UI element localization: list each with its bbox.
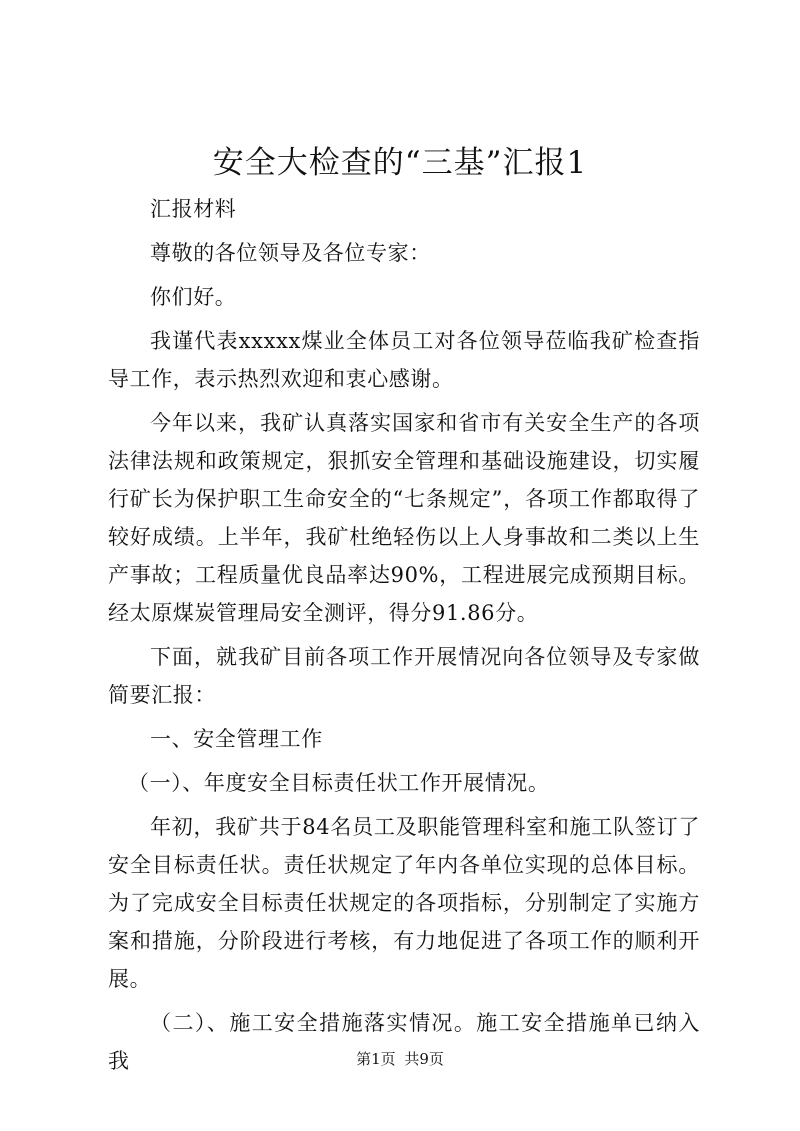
paragraph-heading-material: 汇报材料 xyxy=(150,197,237,221)
page-number: 第1页 xyxy=(356,1050,396,1068)
section-heading-safety-management: 一、安全管理工作 xyxy=(150,727,323,751)
page-total: 共9页 xyxy=(404,1050,444,1068)
paragraph-annual-target: 年初，我矿共于84名员工及职能管理科室和施工队签订了安全目标责任状。责任状规定了年内各单位实现的总体目标。为了完成安全目标责任状规定的各项指标，分别制定了实施方案和措施，分阶段进行考核，有力地促进了各项工作的顺利开展。 xyxy=(108,815,700,991)
paragraph-welcome: 我谨代表xxxxx煤业全体员工对各位领导莅临我矿检查指导工作，表示热烈欢迎和衷心感谢。 xyxy=(108,329,700,391)
paragraph-salutation: 尊敬的各位领导及各位专家： xyxy=(150,241,431,265)
paragraph-greeting: 你们好。 xyxy=(150,285,237,309)
paragraph-summary: 今年以来，我矿认真落实国家和省市有关安全生产的各项法律法规和政策规定，狠抓安全管理和基础设施建设，切实履行矿长为保护职工生命安全的“七条规定”，各项工作都取得了较好成绩。上半年，我矿杜绝轻伤以上人身事故和二类以上生产事故；工程质量优良品率达90%，工程进展完成预期目标。经太原煤炭管理局安全测评，得分91.86分。 xyxy=(108,411,700,625)
page-footer xyxy=(0,1049,800,1069)
subsection-heading-construction-safety: （二）、施工安全措施落实情况。施工安全措施单已纳入我 xyxy=(108,1011,700,1073)
document-title: 安全大检查的“三基”汇报1 xyxy=(212,145,588,181)
document-body xyxy=(108,190,700,1086)
subsection-heading-annual-target: （一）、年度安全目标责任状工作开展情况。 xyxy=(128,771,550,795)
paragraph-intro: 下面，就我矿目前各项工作开展情况向各位领导及专家做简要汇报： xyxy=(108,645,700,707)
